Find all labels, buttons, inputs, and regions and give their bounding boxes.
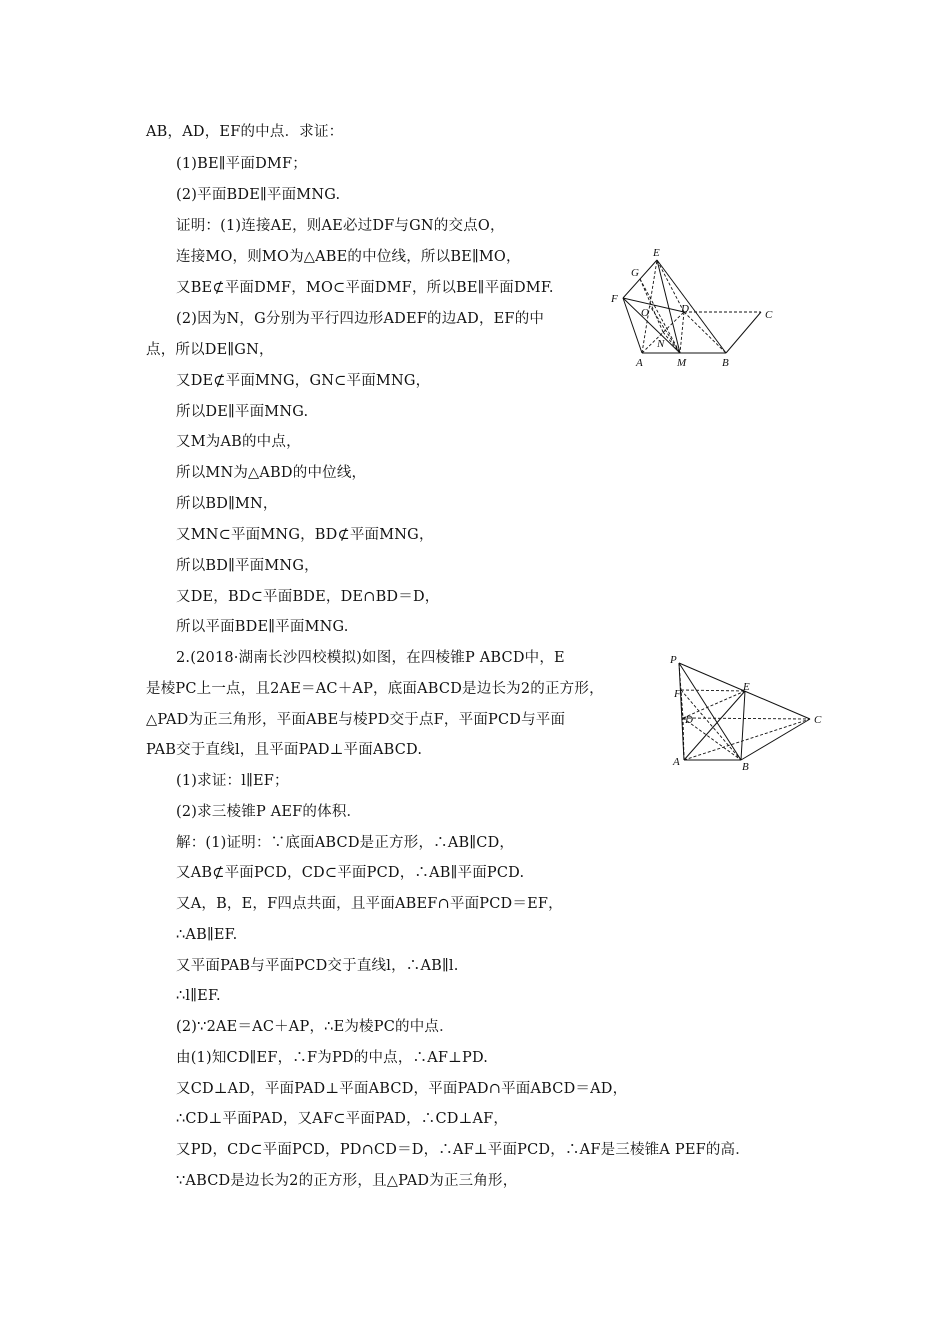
- fig1-dash-GN: [640, 279, 663, 332]
- fig1-edge-FM: [623, 298, 680, 353]
- text-line-33: ∴CD⊥平面PAD，又AF⊂平面PAD，∴CD⊥AF，: [176, 1111, 509, 1127]
- fig2-edge-PA: [679, 663, 684, 760]
- text-line-27: ∴AB∥EF.: [176, 927, 238, 943]
- fig2-edge-PB: [679, 663, 741, 760]
- fig2-label-D: D: [685, 714, 693, 726]
- fig1-edge-FA: [623, 298, 642, 353]
- fig1-dash-DE: [657, 260, 684, 312]
- text-line-9: 又DE⊄平面MNG，GN⊂平面MNG，: [176, 373, 431, 389]
- text-line-10: 所以DE∥平面MNG.: [176, 404, 309, 420]
- text-line-7: (2)因为N，G分别为平行四边形ADEF的边AD，EF的中: [176, 311, 545, 327]
- fig2-edge-BC: [741, 719, 810, 760]
- text-line-8: 点，所以DE∥GN，: [146, 342, 274, 358]
- text-line-2: (1)BE∥平面DMF；: [176, 156, 307, 172]
- text-line-24: 解：(1)证明：∵底面ABCD是正方形，∴AB∥CD，: [176, 835, 515, 851]
- fig1-label-G: G: [631, 267, 639, 279]
- fig1-edge-BC: [726, 312, 761, 353]
- geometry-figure-1: [600, 240, 790, 375]
- text-line-26: 又A，B，E，F四点共面，且平面ABEF∩平面PCD＝EF，: [176, 896, 563, 912]
- text-line-11: 又M为AB的中点，: [176, 434, 301, 450]
- fig2-label-C: C: [814, 714, 822, 726]
- text-line-14: 又MN⊂平面MNG，BD⊄平面MNG，: [176, 527, 434, 543]
- text-line-19: 是棱PC上一点，且2AE＝AC＋AP，底面ABCD是边长为2的正方形，: [146, 681, 604, 697]
- fig1-label-A: A: [636, 357, 643, 369]
- text-line-12: 所以MN为△ABD的中位线，: [176, 465, 367, 481]
- fig1-label-D: D: [681, 303, 689, 315]
- fig1-label-N: N: [657, 338, 665, 350]
- fig2-edge-BE: [741, 691, 745, 760]
- text-line-17: 所以平面BDE∥平面MNG.: [176, 619, 349, 635]
- text-line-3: (2)平面BDE∥平面MNG.: [176, 187, 341, 203]
- fig1-edge-FD: [623, 298, 684, 312]
- fig2-label-E: E: [743, 681, 750, 693]
- fig1-dash-DM: [680, 312, 684, 353]
- text-line-20: △PAD为正三角形，平面ABE与棱PD交于点F，平面PCD与平面: [146, 712, 566, 728]
- text-line-16: 又DE，BD⊂平面BDE，DE∩BD＝D，: [176, 589, 440, 605]
- fig2-label-P: P: [670, 654, 677, 666]
- text-line-34: 又PD，CD⊂平面PCD，PD∩CD＝D，∴AF⊥平面PCD，∴AF是三棱锥A PEF的高．: [176, 1142, 750, 1158]
- text-line-6: 又BE⊄平面DMF，MO⊂平面DMF，所以BE∥平面DMF.: [176, 280, 554, 296]
- fig1-dash-DB: [684, 312, 726, 353]
- fig1-label-F: F: [611, 293, 618, 305]
- text-line-32: 又CD⊥AD，平面PAD⊥平面ABCD，平面PAD∩平面ABCD＝AD，: [176, 1081, 628, 1097]
- text-line-31: 由(1)知CD∥EF，∴F为PD的中点，∴AF⊥PD.: [176, 1050, 489, 1066]
- text-line-25: 又AB⊄平面PCD，CD⊂平面PCD，∴AB∥平面PCD.: [176, 865, 525, 881]
- text-line-28: 又平面PAB与平面PCD交于直线l，∴AB∥l.: [176, 958, 459, 974]
- text-line-5: 连接MO，则MO为△ABE的中位线，所以BE∥MO，: [176, 249, 521, 265]
- fig2-label-B: B: [742, 761, 749, 773]
- text-line-23: (2)求三棱锥P AEF的体积．: [176, 804, 362, 820]
- fig1-label-O: O: [641, 307, 649, 319]
- geometry-figure-2: [660, 648, 835, 773]
- fig1-label-C: C: [765, 309, 773, 321]
- text-line-13: 所以BD∥MN，: [176, 496, 278, 512]
- fig2-dash-AC: [684, 719, 810, 760]
- text-line-21: PAB交于直线l，且平面PAD⊥平面ABCD.: [146, 742, 423, 758]
- text-line-30: (2)∵2AE＝AC＋AP，∴E为棱PC的中点．: [176, 1019, 454, 1035]
- text-line-1: AB，AD，EF的中点．求证：: [146, 124, 344, 140]
- fig1-label-M: M: [677, 357, 687, 369]
- fig2-dash-FE: [681, 690, 745, 691]
- fig1-edge-EB: [657, 260, 726, 353]
- text-line-35: ∵ABCD是边长为2的正方形，且△PAD为正三角形，: [176, 1173, 518, 1189]
- fig1-label-B: B: [722, 357, 729, 369]
- text-line-22: (1)求证：l∥EF；: [176, 773, 289, 789]
- fig1-dash-MO: [650, 306, 680, 353]
- text-line-4: 证明：(1)连接AE，则AE必过DF与GN的交点O，: [176, 218, 505, 234]
- fig2-label-A: A: [673, 756, 680, 768]
- fig1-label-E: E: [653, 247, 660, 259]
- fig2-dash-DC: [683, 718, 810, 719]
- fig2-label-F: F: [674, 688, 681, 700]
- text-line-18: 2.(2018·湖南长沙四校模拟)如图，在四棱锥P ABCD中，E: [176, 650, 565, 666]
- text-line-15: 所以BD∥平面MNG，: [176, 558, 319, 574]
- text-line-29: ∴l∥EF.: [176, 988, 221, 1004]
